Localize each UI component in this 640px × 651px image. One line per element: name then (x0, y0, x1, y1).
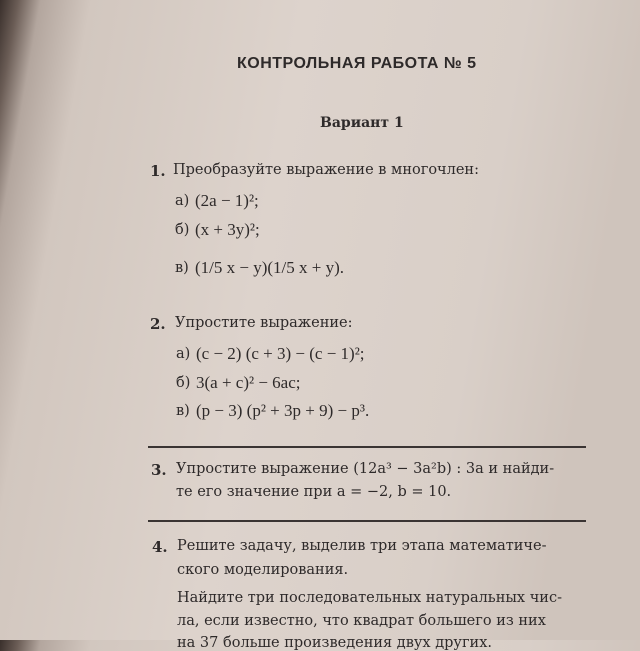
problem-text: Найдите три последовательных натуральных чис- (177, 590, 562, 606)
problem-text: ла, если известно, что квадрат большего из них (177, 613, 546, 629)
task-number: 4. (152, 538, 168, 556)
item-label: б) (176, 375, 191, 391)
task-number: 3. (151, 461, 167, 479)
task-text: ского моделирования. (177, 562, 349, 578)
divider (148, 446, 586, 448)
item-expression: (2a − 1)²; (195, 191, 259, 210)
variant-heading: Вариант 1 (320, 115, 404, 131)
item-label: б) (175, 222, 190, 238)
item-expression: (p − 3) (p² + 3p + 9) − p³. (196, 401, 370, 420)
task-number: 2. (150, 315, 166, 333)
task-text: Преобразуйте выражение в многочлен: (173, 162, 479, 178)
item-expression: (1/5 x − y)(1/5 x + y). (195, 258, 345, 277)
item-label: а) (175, 193, 190, 209)
item-expression: (x + 3y)²; (195, 220, 260, 239)
task-text: Решите задачу, выделив три этапа математиче- (177, 538, 547, 554)
task-text: те его значение при a = −2, b = 10. (176, 484, 452, 500)
task-text: Упростите выражение (12a³ − 3a²b) : 3a и найди- (176, 461, 555, 477)
divider (148, 520, 586, 522)
problem-text: на 37 больше произведения двух других. (177, 635, 492, 651)
task-number: 1. (150, 162, 166, 180)
task-text: Упростите выражение: (175, 315, 353, 331)
item-label: а) (176, 346, 191, 362)
item-label: в) (176, 403, 190, 419)
page-title: КОНТРОЛЬНАЯ РАБОТА № 5 (237, 55, 477, 72)
item-expression: (c − 2) (c + 3) − (c − 1)²; (196, 344, 365, 363)
item-label: в) (175, 260, 189, 276)
item-expression: 3(a + c)² − 6ac; (196, 373, 301, 392)
